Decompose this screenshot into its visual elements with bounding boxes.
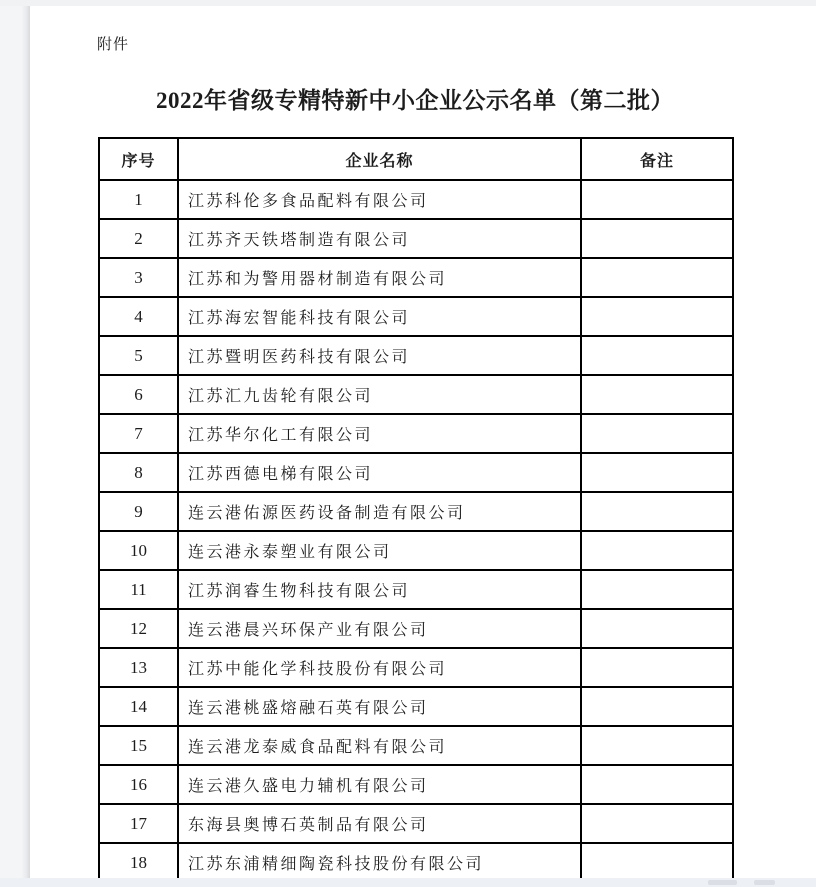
table-row <box>99 609 733 648</box>
company-name-cell: 连云港龙泰威食品配料有限公司 <box>178 726 581 765</box>
scrollbar-thumb[interactable] <box>754 880 775 885</box>
table-row <box>99 258 733 297</box>
viewer-top-edge <box>0 0 816 6</box>
remark-cell <box>581 804 733 843</box>
table-row <box>99 453 733 492</box>
company-name-cell: 江苏和为警用器材制造有限公司 <box>178 258 581 297</box>
row-index-cell: 15 <box>99 726 178 765</box>
company-name-cell: 连云港永泰塑业有限公司 <box>178 531 581 570</box>
remark-cell <box>581 180 733 219</box>
attachment-label: 附件 <box>97 37 130 53</box>
row-index-cell: 5 <box>99 336 178 375</box>
row-index-cell: 2 <box>99 219 178 258</box>
company-table-body <box>99 180 733 882</box>
row-index-cell: 16 <box>99 765 178 804</box>
remark-cell <box>581 648 733 687</box>
viewer-left-margin <box>0 0 30 887</box>
column-header-remark: 备注 <box>581 138 733 180</box>
remark-cell <box>581 414 733 453</box>
table-row <box>99 375 733 414</box>
company-name-cell: 连云港佑源医药设备制造有限公司 <box>178 492 581 531</box>
remark-cell <box>581 375 733 414</box>
column-header-index: 序号 <box>99 138 178 180</box>
company-name-cell: 东海县奥博石英制品有限公司 <box>178 804 581 843</box>
company-name-cell: 江苏海宏智能科技有限公司 <box>178 297 581 336</box>
row-index-cell: 4 <box>99 297 178 336</box>
remark-cell <box>581 570 733 609</box>
table-row <box>99 180 733 219</box>
page-title: 2022年省级专精特新中小企业公示名单（第二批） <box>156 88 674 113</box>
remark-cell <box>581 258 733 297</box>
row-index-cell: 12 <box>99 609 178 648</box>
company-name-cell: 连云港久盛电力辅机有限公司 <box>178 765 581 804</box>
row-index-cell: 6 <box>99 375 178 414</box>
row-index-cell: 18 <box>99 843 178 882</box>
row-index-cell: 1 <box>99 180 178 219</box>
table-row <box>99 726 733 765</box>
table-row <box>99 648 733 687</box>
company-name-cell: 江苏西德电梯有限公司 <box>178 453 581 492</box>
row-index-cell: 17 <box>99 804 178 843</box>
table-row <box>99 219 733 258</box>
table-row <box>99 570 733 609</box>
company-name-cell: 江苏润睿生物科技有限公司 <box>178 570 581 609</box>
company-name-cell: 江苏华尔化工有限公司 <box>178 414 581 453</box>
table-row <box>99 804 733 843</box>
company-name-cell: 江苏暨明医药科技有限公司 <box>178 336 581 375</box>
company-name-cell: 江苏东浦精细陶瓷科技股份有限公司 <box>178 843 581 882</box>
row-index-cell: 9 <box>99 492 178 531</box>
remark-cell <box>581 765 733 804</box>
table-row <box>99 297 733 336</box>
remark-cell <box>581 453 733 492</box>
column-header-company: 企业名称 <box>178 138 581 180</box>
company-name-cell: 江苏科伦多食品配料有限公司 <box>178 180 581 219</box>
row-index-cell: 13 <box>99 648 178 687</box>
table-header-row <box>99 138 733 180</box>
scrollbar-thumb[interactable] <box>708 880 737 885</box>
remark-cell <box>581 297 733 336</box>
company-name-cell: 江苏汇九齿轮有限公司 <box>178 375 581 414</box>
remark-cell <box>581 531 733 570</box>
remark-cell <box>581 219 733 258</box>
row-index-cell: 10 <box>99 531 178 570</box>
company-name-cell: 连云港晨兴环保产业有限公司 <box>178 609 581 648</box>
row-index-cell: 7 <box>99 414 178 453</box>
table-row <box>99 765 733 804</box>
table-row <box>99 492 733 531</box>
remark-cell <box>581 726 733 765</box>
table-row <box>99 843 733 882</box>
company-name-cell: 连云港桃盛熔融石英有限公司 <box>178 687 581 726</box>
row-index-cell: 14 <box>99 687 178 726</box>
remark-cell <box>581 492 733 531</box>
remark-cell <box>581 609 733 648</box>
company-table <box>98 137 734 883</box>
row-index-cell: 8 <box>99 453 178 492</box>
company-name-cell: 江苏中能化学科技股份有限公司 <box>178 648 581 687</box>
row-index-cell: 11 <box>99 570 178 609</box>
table-row <box>99 414 733 453</box>
remark-cell <box>581 336 733 375</box>
table-row <box>99 531 733 570</box>
table-row <box>99 336 733 375</box>
remark-cell <box>581 687 733 726</box>
company-name-cell: 江苏齐天铁塔制造有限公司 <box>178 219 581 258</box>
horizontal-scrollbar-track[interactable] <box>0 878 816 887</box>
table-row <box>99 687 733 726</box>
row-index-cell: 3 <box>99 258 178 297</box>
remark-cell <box>581 843 733 882</box>
